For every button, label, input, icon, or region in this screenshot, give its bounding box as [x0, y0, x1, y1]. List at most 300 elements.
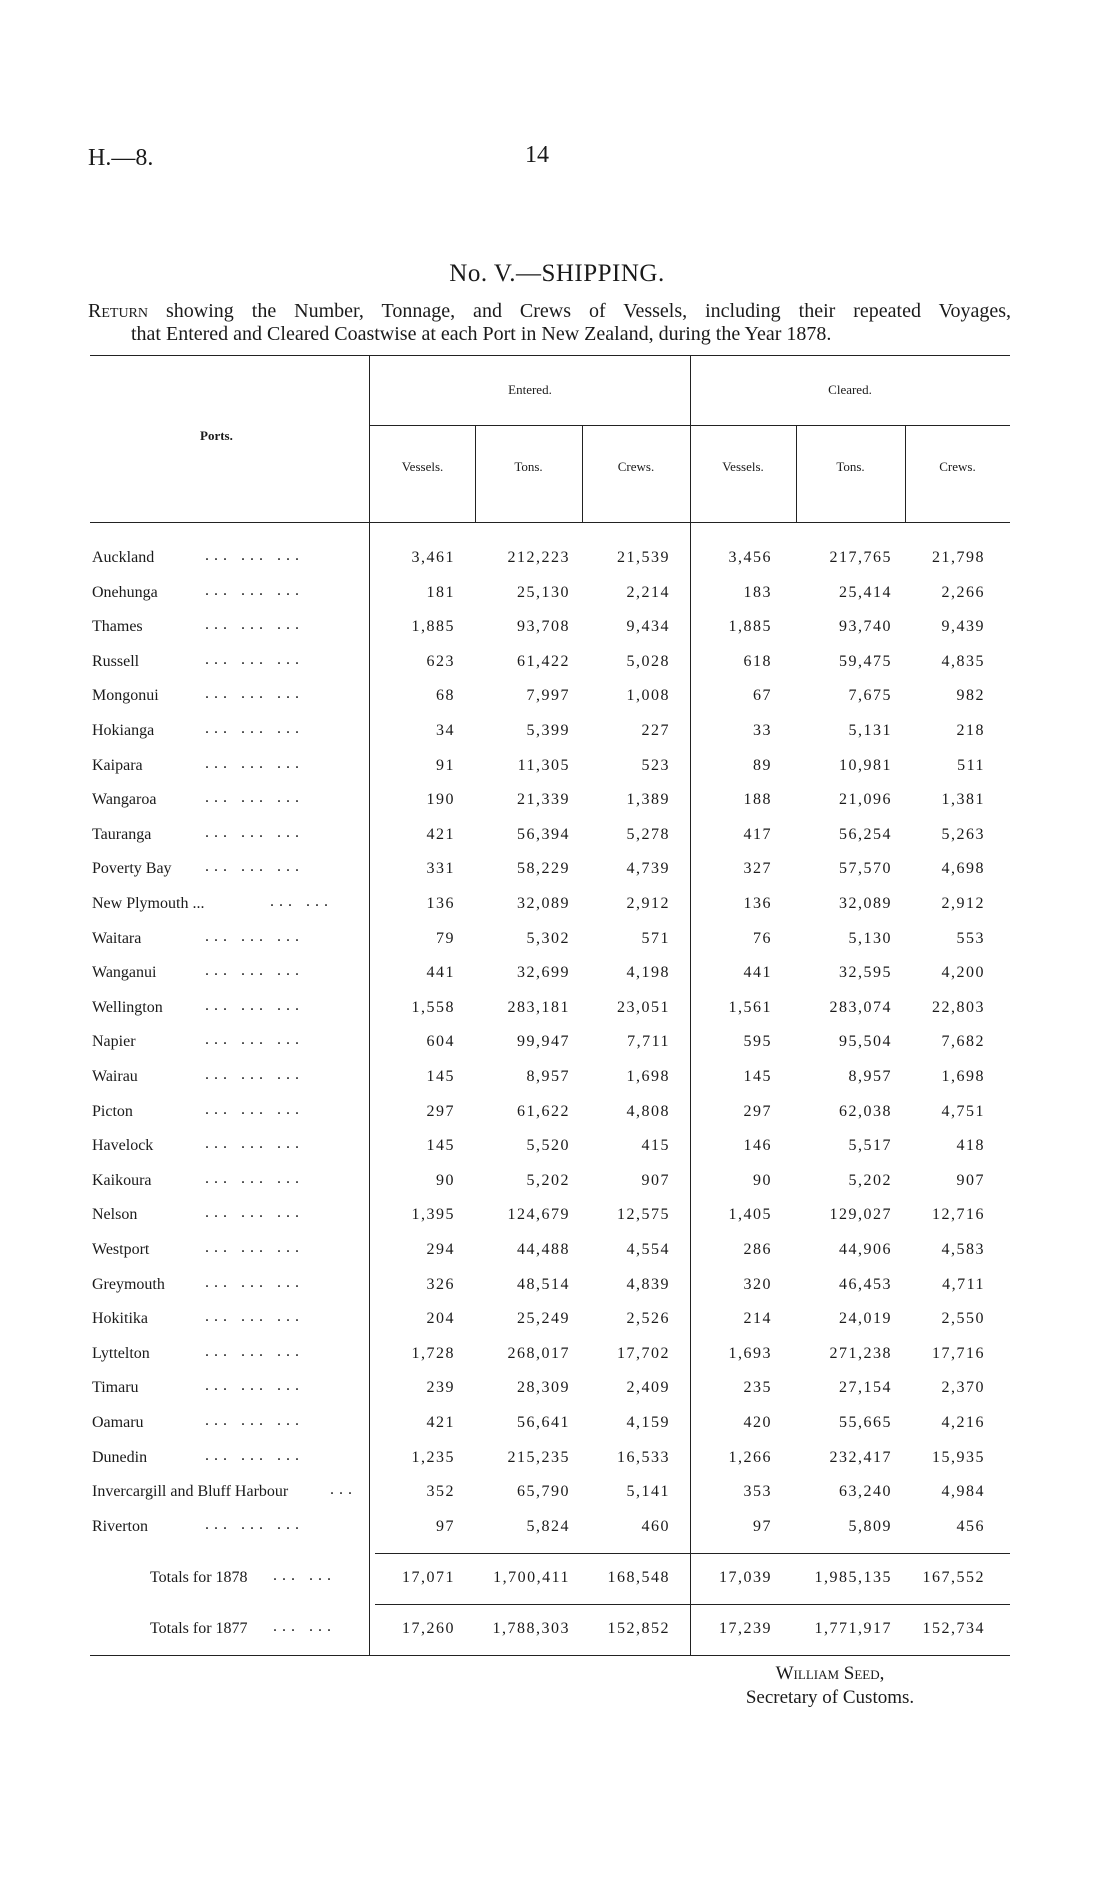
- cleared-tons-cell: 56,254: [839, 825, 892, 843]
- cleared-crews-cell: 511: [957, 756, 985, 774]
- table-row: [0, 714, 1114, 748]
- cleared-crews-cell: 1,698: [941, 1068, 985, 1085]
- cleared-vessels-cell: 1,885: [728, 618, 772, 636]
- caption-line-1-text: showing the Number, Tonnage, and Crews of Vessels, including their repeated Voyages,: [166, 300, 1012, 322]
- cleared-tons-cell: 7,675: [848, 687, 892, 705]
- entered-vessels-cell: 326: [426, 1275, 455, 1293]
- entered-vessels-cell: 91: [436, 756, 455, 774]
- cleared-tons-cell: 93,740: [839, 618, 892, 636]
- entered-vessels-cell: 90: [436, 1171, 455, 1189]
- entered-tons-cell: 5,520: [526, 1137, 570, 1155]
- signatory-title: Secretary of Customs.: [745, 1687, 915, 1708]
- table-row: [0, 1371, 1114, 1405]
- cleared-vessels-cell: 188: [743, 791, 772, 809]
- leader-dots: ... ... ...: [205, 581, 304, 599]
- leader-dots: ... ... ...: [205, 1204, 304, 1222]
- entered-vessels-cell: 68: [436, 687, 455, 705]
- cleared-vessels-cell: 320: [743, 1275, 772, 1293]
- cleared-tons-cell: 55,665: [839, 1414, 892, 1431]
- entered-crews-cell: 4,808: [626, 1102, 670, 1120]
- cleared-vessels-cell: 1,266: [728, 1448, 772, 1466]
- cleared-vessels-cell: 97: [753, 1517, 772, 1535]
- port-name: Havelock: [92, 1137, 154, 1155]
- entered-tons-cell: 5,399: [526, 722, 570, 739]
- entered-vessels-cell: 1,885: [411, 618, 455, 636]
- ports-header: Ports.: [200, 428, 233, 443]
- entered-tons-cell: 25,130: [517, 583, 570, 601]
- cleared-tons-cell: 57,570: [839, 860, 892, 878]
- entered-tons-header: Tons.: [514, 459, 543, 474]
- cleared-vessels-cell: 297: [743, 1102, 772, 1120]
- table-row: [0, 679, 1114, 713]
- entered-tons-cell: 32,699: [517, 964, 570, 982]
- table-row: [0, 1233, 1114, 1267]
- cleared-crews-cell: 456: [956, 1517, 985, 1535]
- cleared-vessels-cell: 420: [743, 1414, 772, 1431]
- cleared-crews-cell: 4,216: [941, 1414, 985, 1431]
- entered-crews-cell: 2,526: [626, 1310, 670, 1328]
- entered-tons-cell: 61,622: [517, 1102, 570, 1120]
- entered-vessels-cell: 623: [426, 652, 455, 670]
- cleared-vessels-cell: 595: [743, 1033, 772, 1051]
- port-name: Greymouth: [92, 1275, 165, 1293]
- entered-crews-cell: 523: [641, 756, 670, 774]
- entered-vessels-cell: 145: [426, 1068, 455, 1085]
- leader-dots: ... ... ...: [205, 1066, 304, 1083]
- entered-crews-cell: 9,434: [626, 618, 670, 636]
- port-name: Invercargill and Bluff Harbour: [92, 1483, 289, 1501]
- leader-dots: ... ... ...: [205, 962, 304, 980]
- cleared-tons-total: 1,771,917: [814, 1620, 892, 1637]
- cleared-tons-cell: 24,019: [839, 1310, 892, 1328]
- cleared-vessels-cell: 3,456: [728, 549, 772, 566]
- entered-vessels-cell: 294: [426, 1241, 455, 1258]
- entered-crews-cell: 4,839: [626, 1275, 670, 1293]
- table-row: [0, 1302, 1114, 1336]
- entered-tons-cell: 48,514: [517, 1275, 570, 1293]
- totals-label: Totals for 1877: [150, 1620, 248, 1637]
- entered-vessels-cell: 421: [426, 1414, 455, 1431]
- port-name: Timaru: [92, 1379, 139, 1397]
- leader-dots: ... ... ...: [205, 1031, 304, 1049]
- entered-tons-cell: 21,339: [517, 791, 570, 809]
- entered-crews-cell: 17,702: [617, 1344, 670, 1362]
- cleared-vessels-cell: 235: [743, 1379, 772, 1397]
- leader-dots: ... ... ...: [205, 927, 304, 945]
- leader-dots: ... ... ...: [205, 1412, 304, 1429]
- entered-crews-cell: 460: [641, 1517, 670, 1535]
- entered-crews-cell: 1,008: [626, 687, 670, 705]
- cleared-crews-cell: 2,266: [941, 583, 985, 601]
- cleared-tons-cell: 5,130: [848, 929, 892, 947]
- cleared-tons-cell: 5,131: [848, 722, 892, 739]
- port-name: Riverton: [92, 1517, 148, 1535]
- cleared-vessels-cell: 214: [743, 1310, 772, 1328]
- port-name: Hokitika: [92, 1310, 148, 1328]
- cleared-crews-total: 167,552: [922, 1569, 985, 1586]
- leader-dots: ... ... ...: [205, 1100, 304, 1118]
- entered-tons-cell: 61,422: [517, 652, 570, 670]
- entered-tons-total: 1,700,411: [493, 1569, 570, 1586]
- cleared-crews-cell: 2,370: [941, 1379, 985, 1397]
- cleared-crews-cell: 982: [956, 687, 985, 705]
- table-row: [0, 576, 1114, 610]
- table-row: [0, 1060, 1114, 1094]
- entered-crews-total: 152,852: [607, 1620, 670, 1637]
- entered-tons-cell: 28,309: [517, 1379, 570, 1397]
- entered-tons-cell: 44,488: [517, 1241, 570, 1258]
- cleared-vessels-cell: 441: [743, 964, 772, 982]
- entered-crews-cell: 2,214: [626, 583, 670, 601]
- table-top-rule: [90, 355, 1010, 356]
- cleared-tons-cell: 63,240: [839, 1483, 892, 1501]
- port-name: Hokianga: [92, 722, 155, 739]
- leader-dots: ... ... ...: [205, 616, 304, 634]
- entered-tons-cell: 11,305: [517, 756, 570, 774]
- table-row: [0, 783, 1114, 817]
- entered-crews-cell: 4,739: [626, 860, 670, 878]
- port-name: Auckland: [92, 549, 155, 566]
- entered-crews-cell: 4,159: [626, 1414, 670, 1431]
- cleared-vessels-cell: 618: [743, 652, 772, 670]
- leader-dots: ... ... ...: [205, 1135, 304, 1153]
- leader-dots: ... ... ...: [205, 1239, 304, 1256]
- cleared-crews-cell: 218: [956, 722, 985, 739]
- leader-dots: ... ... ...: [205, 1169, 304, 1187]
- table-caption: [88, 300, 1011, 346]
- entered-tons-cell: 5,302: [526, 929, 570, 947]
- port-name: Lyttelton: [92, 1344, 150, 1362]
- cleared-crews-cell: 907: [956, 1171, 985, 1189]
- entered-tons-cell: 5,824: [526, 1517, 570, 1535]
- cleared-vessels-cell: 1,693: [728, 1344, 772, 1362]
- entered-crews-cell: 5,141: [626, 1483, 670, 1501]
- cleared-vessels-cell: 1,561: [728, 998, 772, 1016]
- leader-dots: ... ... ...: [205, 685, 304, 703]
- entered-crews-total: 168,548: [607, 1569, 670, 1586]
- cleared-crews-cell: 553: [956, 929, 985, 947]
- port-name: Kaipara: [92, 756, 143, 774]
- entered-tons-cell: 268,017: [507, 1344, 570, 1362]
- cleared-tons-cell: 217,765: [829, 549, 892, 566]
- table-row: [0, 1129, 1114, 1163]
- cleared-crews-cell: 4,711: [942, 1275, 985, 1293]
- cleared-crews-cell: 5,263: [941, 825, 985, 843]
- entered-vessels-cell: 1,728: [411, 1344, 455, 1362]
- cleared-tons-cell: 8,957: [848, 1068, 892, 1085]
- cleared-crews-cell: 12,716: [932, 1206, 985, 1224]
- totals-middle-rule: [375, 1604, 1010, 1605]
- entered-crews-cell: 12,575: [617, 1206, 670, 1224]
- table-row: [0, 1164, 1114, 1198]
- caption-lead: Return: [88, 300, 149, 322]
- entered-tons-cell: 7,997: [526, 687, 570, 705]
- cleared-vessels-cell: 327: [743, 860, 772, 878]
- leader-dots: ... ...: [270, 893, 333, 910]
- entered-vessels-cell: 190: [426, 791, 455, 809]
- entered-tons-cell: 65,790: [517, 1483, 570, 1501]
- leader-dots: ... ... ...: [205, 1515, 304, 1533]
- cleared-crews-header: Crews.: [939, 459, 976, 474]
- port-name: Nelson: [92, 1206, 138, 1224]
- leader-dots: ...: [330, 1481, 357, 1499]
- cleared-tons-cell: 271,238: [829, 1344, 892, 1362]
- port-name: Oamaru: [92, 1414, 144, 1431]
- entered-crews-cell: 571: [641, 929, 670, 947]
- cleared-tons-cell: 62,038: [839, 1102, 892, 1120]
- cleared-crews-cell: 4,984: [941, 1483, 985, 1501]
- page-number: 14: [525, 142, 549, 168]
- table-row: [0, 1198, 1114, 1232]
- page-title: No. V.—SHIPPING.: [449, 260, 665, 287]
- entered-crews-cell: 5,278: [626, 825, 670, 843]
- cleared-crews-cell: 7,682: [941, 1033, 985, 1051]
- cleared-vessels-cell: 1,405: [728, 1206, 772, 1224]
- table-row: [0, 1337, 1114, 1371]
- entered-header: Entered.: [508, 382, 552, 397]
- entered-tons-cell: 56,641: [517, 1414, 570, 1431]
- cleared-crews-cell: 9,439: [941, 618, 985, 636]
- leader-dots: ... ... ...: [205, 823, 304, 841]
- table-row: [0, 541, 1114, 575]
- document-reference: H.—8.: [88, 145, 154, 171]
- entered-crews-cell: 1,698: [626, 1068, 670, 1085]
- entered-crews-cell: 4,198: [626, 964, 670, 982]
- entered-vessels-cell: 441: [426, 964, 455, 982]
- port-name: Mongonui: [92, 687, 159, 705]
- leader-dots: ... ... ...: [205, 996, 304, 1014]
- cleared-tons-cell: 44,906: [839, 1241, 892, 1258]
- entered-crews-cell: 5,028: [626, 652, 670, 670]
- entered-crews-cell: 2,912: [626, 895, 670, 912]
- entered-tons-cell: 93,708: [517, 618, 570, 636]
- cleared-tons-cell: 5,202: [848, 1171, 892, 1189]
- port-name: Westport: [92, 1241, 150, 1258]
- cleared-tons-cell: 10,981: [839, 756, 892, 774]
- entered-crews-cell: 415: [641, 1137, 670, 1155]
- cleared-vessels-cell: 76: [753, 929, 772, 947]
- entered-tons-cell: 8,957: [526, 1068, 570, 1085]
- table-row: [0, 922, 1114, 956]
- table-row: [0, 887, 1114, 921]
- cleared-crews-cell: 4,200: [941, 964, 985, 982]
- cleared-tons-cell: 32,595: [839, 964, 892, 982]
- leader-dots: ... ... ...: [205, 1446, 304, 1464]
- port-name: Poverty Bay: [92, 860, 172, 878]
- entered-vessels-cell: 97: [436, 1517, 455, 1535]
- entered-vessels-cell: 145: [426, 1137, 455, 1155]
- leader-dots: ... ... ...: [205, 1273, 304, 1291]
- leader-dots: ... ... ...: [205, 1342, 304, 1360]
- cleared-vessels-cell: 286: [743, 1241, 772, 1258]
- cleared-vessels-cell: 67: [753, 687, 772, 705]
- cleared-crews-cell: 17,716: [932, 1344, 985, 1362]
- leader-dots: ... ...: [273, 1567, 336, 1584]
- cleared-crews-cell: 2,550: [941, 1310, 985, 1328]
- cleared-tons-total: 1,985,135: [814, 1569, 892, 1586]
- entered-tons-cell: 5,202: [526, 1171, 570, 1189]
- cleared-crews-cell: 4,583: [941, 1241, 985, 1258]
- cleared-vessels-cell: 33: [753, 722, 772, 739]
- cleared-crews-cell: 15,935: [932, 1448, 985, 1466]
- entered-crews-cell: 2,409: [626, 1379, 670, 1397]
- cleared-tons-cell: 232,417: [829, 1448, 892, 1466]
- table-row: [0, 1268, 1114, 1302]
- entered-vessels-cell: 181: [426, 583, 455, 601]
- port-name: Tauranga: [92, 825, 152, 843]
- leader-dots: ... ... ...: [205, 754, 304, 772]
- entered-vessels-cell: 79: [436, 929, 455, 947]
- entered-vessels-total: 17,071: [402, 1569, 455, 1586]
- totals-top-rule: [375, 1553, 1010, 1554]
- caption-line-2: that Entered and Cleared Coastwise at each Port in New Zealand, during the Year 1878.: [131, 323, 832, 345]
- entered-vessels-cell: 136: [426, 895, 455, 912]
- table-row: [0, 991, 1114, 1025]
- entered-vessels-total: 17,260: [402, 1620, 455, 1637]
- entered-vessels-cell: 421: [426, 825, 455, 843]
- table-row: [0, 852, 1114, 886]
- entered-vessels-cell: 34: [436, 722, 455, 739]
- table-row: [0, 1095, 1114, 1129]
- cleared-tons-cell: 21,096: [839, 791, 892, 809]
- leader-dots: ... ... ...: [205, 858, 304, 876]
- entered-crews-cell: 907: [641, 1171, 670, 1189]
- entered-vessels-cell: 239: [426, 1379, 455, 1397]
- entered-tons-total: 1,788,303: [492, 1620, 570, 1637]
- entered-tons-cell: 215,235: [507, 1448, 570, 1466]
- entered-tons-cell: 58,229: [517, 860, 570, 878]
- cleared-tons-cell: 95,504: [839, 1033, 892, 1051]
- cleared-tons-cell: 32,089: [839, 895, 892, 912]
- cleared-vessels-cell: 90: [753, 1171, 772, 1189]
- entered-vessels-cell: 331: [426, 860, 455, 878]
- port-name: Waitara: [92, 929, 142, 947]
- port-name: Onehunga: [92, 583, 158, 601]
- cleared-vessels-header: Vessels.: [722, 459, 764, 474]
- cleared-tons-cell: 27,154: [839, 1379, 892, 1397]
- cleared-crews-cell: 22,803: [932, 998, 985, 1016]
- port-name: Kaikoura: [92, 1171, 152, 1189]
- entered-vessels-cell: 352: [426, 1483, 455, 1501]
- cleared-crews-cell: 2,912: [941, 895, 985, 912]
- signatory-name: William Seed,: [775, 1663, 885, 1684]
- table-row: [0, 956, 1114, 990]
- leader-dots: ... ... ...: [205, 720, 304, 737]
- cleared-vessels-cell: 183: [743, 583, 772, 601]
- entered-vessels-cell: 1,235: [411, 1448, 455, 1466]
- leader-dots: ... ... ...: [205, 789, 304, 807]
- cleared-tons-cell: 283,074: [829, 998, 892, 1016]
- totals-label: Totals for 1878: [150, 1569, 248, 1586]
- cleared-vessels-cell: 89: [753, 756, 772, 774]
- table-row: [0, 1025, 1114, 1059]
- table-row: [0, 1475, 1114, 1509]
- port-name: Russell: [92, 652, 140, 670]
- cleared-crews-cell: 4,698: [941, 860, 985, 878]
- leader-dots: ... ...: [273, 1618, 336, 1635]
- cleared-crews-cell: 4,835: [941, 652, 985, 670]
- entered-vessels-cell: 297: [426, 1102, 455, 1120]
- port-name: Wanganui: [92, 964, 157, 982]
- cleared-tons-cell: 5,517: [848, 1137, 892, 1155]
- table-row: [0, 610, 1114, 644]
- cleared-vessels-cell: 417: [743, 825, 772, 843]
- entered-tons-cell: 99,947: [517, 1033, 570, 1051]
- leader-dots: ... ... ...: [205, 1308, 304, 1326]
- cleared-tons-cell: 25,414: [839, 583, 892, 601]
- table-row: [0, 818, 1114, 852]
- cleared-tons-cell: 129,027: [829, 1206, 892, 1224]
- entered-tons-cell: 25,249: [517, 1310, 570, 1328]
- port-name: Napier: [92, 1033, 136, 1051]
- entered-tons-cell: 56,394: [517, 825, 570, 843]
- entered-crews-cell: 227: [641, 722, 670, 739]
- entered-crews-cell: 23,051: [617, 998, 670, 1016]
- cleared-header: Cleared.: [828, 382, 872, 397]
- leader-dots: ... ... ...: [205, 1377, 304, 1395]
- cleared-tons-cell: 59,475: [839, 652, 892, 670]
- signature-block: [700, 1662, 960, 1710]
- port-name: Wellington: [92, 998, 163, 1016]
- table-row: [0, 749, 1114, 783]
- header-bottom-rule: [90, 522, 1010, 523]
- cleared-crews-total: 152,734: [922, 1620, 985, 1637]
- entered-vessels-cell: 1,558: [411, 998, 455, 1016]
- cleared-vessels-cell: 146: [743, 1137, 772, 1155]
- cleared-tons-cell: 5,809: [848, 1517, 892, 1535]
- cleared-crews-cell: 418: [956, 1137, 985, 1155]
- leader-dots: ... ... ...: [205, 650, 304, 668]
- cleared-tons-cell: 46,453: [839, 1275, 892, 1293]
- table-row: [0, 1510, 1114, 1544]
- cleared-vessels-total: 17,239: [719, 1620, 772, 1637]
- entered-crews-header: Crews.: [617, 459, 655, 474]
- table-row: [0, 1406, 1114, 1440]
- entered-vessels-cell: 1,395: [411, 1206, 455, 1224]
- leader-dots: ... ... ...: [205, 547, 304, 564]
- entered-tons-cell: 32,089: [517, 895, 570, 912]
- entered-vessels-cell: 3,461: [411, 549, 455, 566]
- entered-vessels-cell: 204: [426, 1310, 455, 1328]
- entered-tons-cell: 283,181: [507, 998, 570, 1016]
- port-name: New Plymouth ...: [92, 895, 205, 912]
- cleared-crews-cell: 1,381: [941, 791, 985, 809]
- cleared-tons-header: Tons.: [836, 459, 865, 474]
- entered-crews-cell: 16,533: [617, 1448, 670, 1466]
- cleared-crews-cell: 4,751: [941, 1102, 985, 1120]
- port-name: Thames: [92, 618, 143, 636]
- table-bottom-rule: [90, 1655, 1010, 1656]
- entered-crews-cell: 1,389: [626, 791, 670, 809]
- entered-tons-cell: 212,223: [507, 549, 570, 566]
- entered-crews-cell: 4,554: [626, 1241, 670, 1258]
- cleared-vessels-cell: 353: [743, 1483, 772, 1501]
- cleared-vessels-total: 17,039: [719, 1569, 772, 1586]
- totals-row: [0, 1612, 1114, 1646]
- port-name: Wairau: [92, 1068, 138, 1085]
- caption-line-1: [88, 300, 1011, 323]
- table-row: [0, 645, 1114, 679]
- cleared-vessels-cell: 145: [743, 1068, 772, 1085]
- totals-row: [0, 1561, 1114, 1595]
- entered-crews-cell: 7,711: [627, 1033, 670, 1051]
- port-name: Wangaroa: [92, 791, 157, 809]
- cleared-crews-cell: 21,798: [932, 549, 985, 566]
- cleared-vessels-cell: 136: [743, 895, 772, 912]
- entered-vessels-cell: 604: [426, 1033, 455, 1051]
- entered-crews-cell: 21,539: [617, 549, 670, 566]
- entered-tons-cell: 124,679: [507, 1206, 570, 1224]
